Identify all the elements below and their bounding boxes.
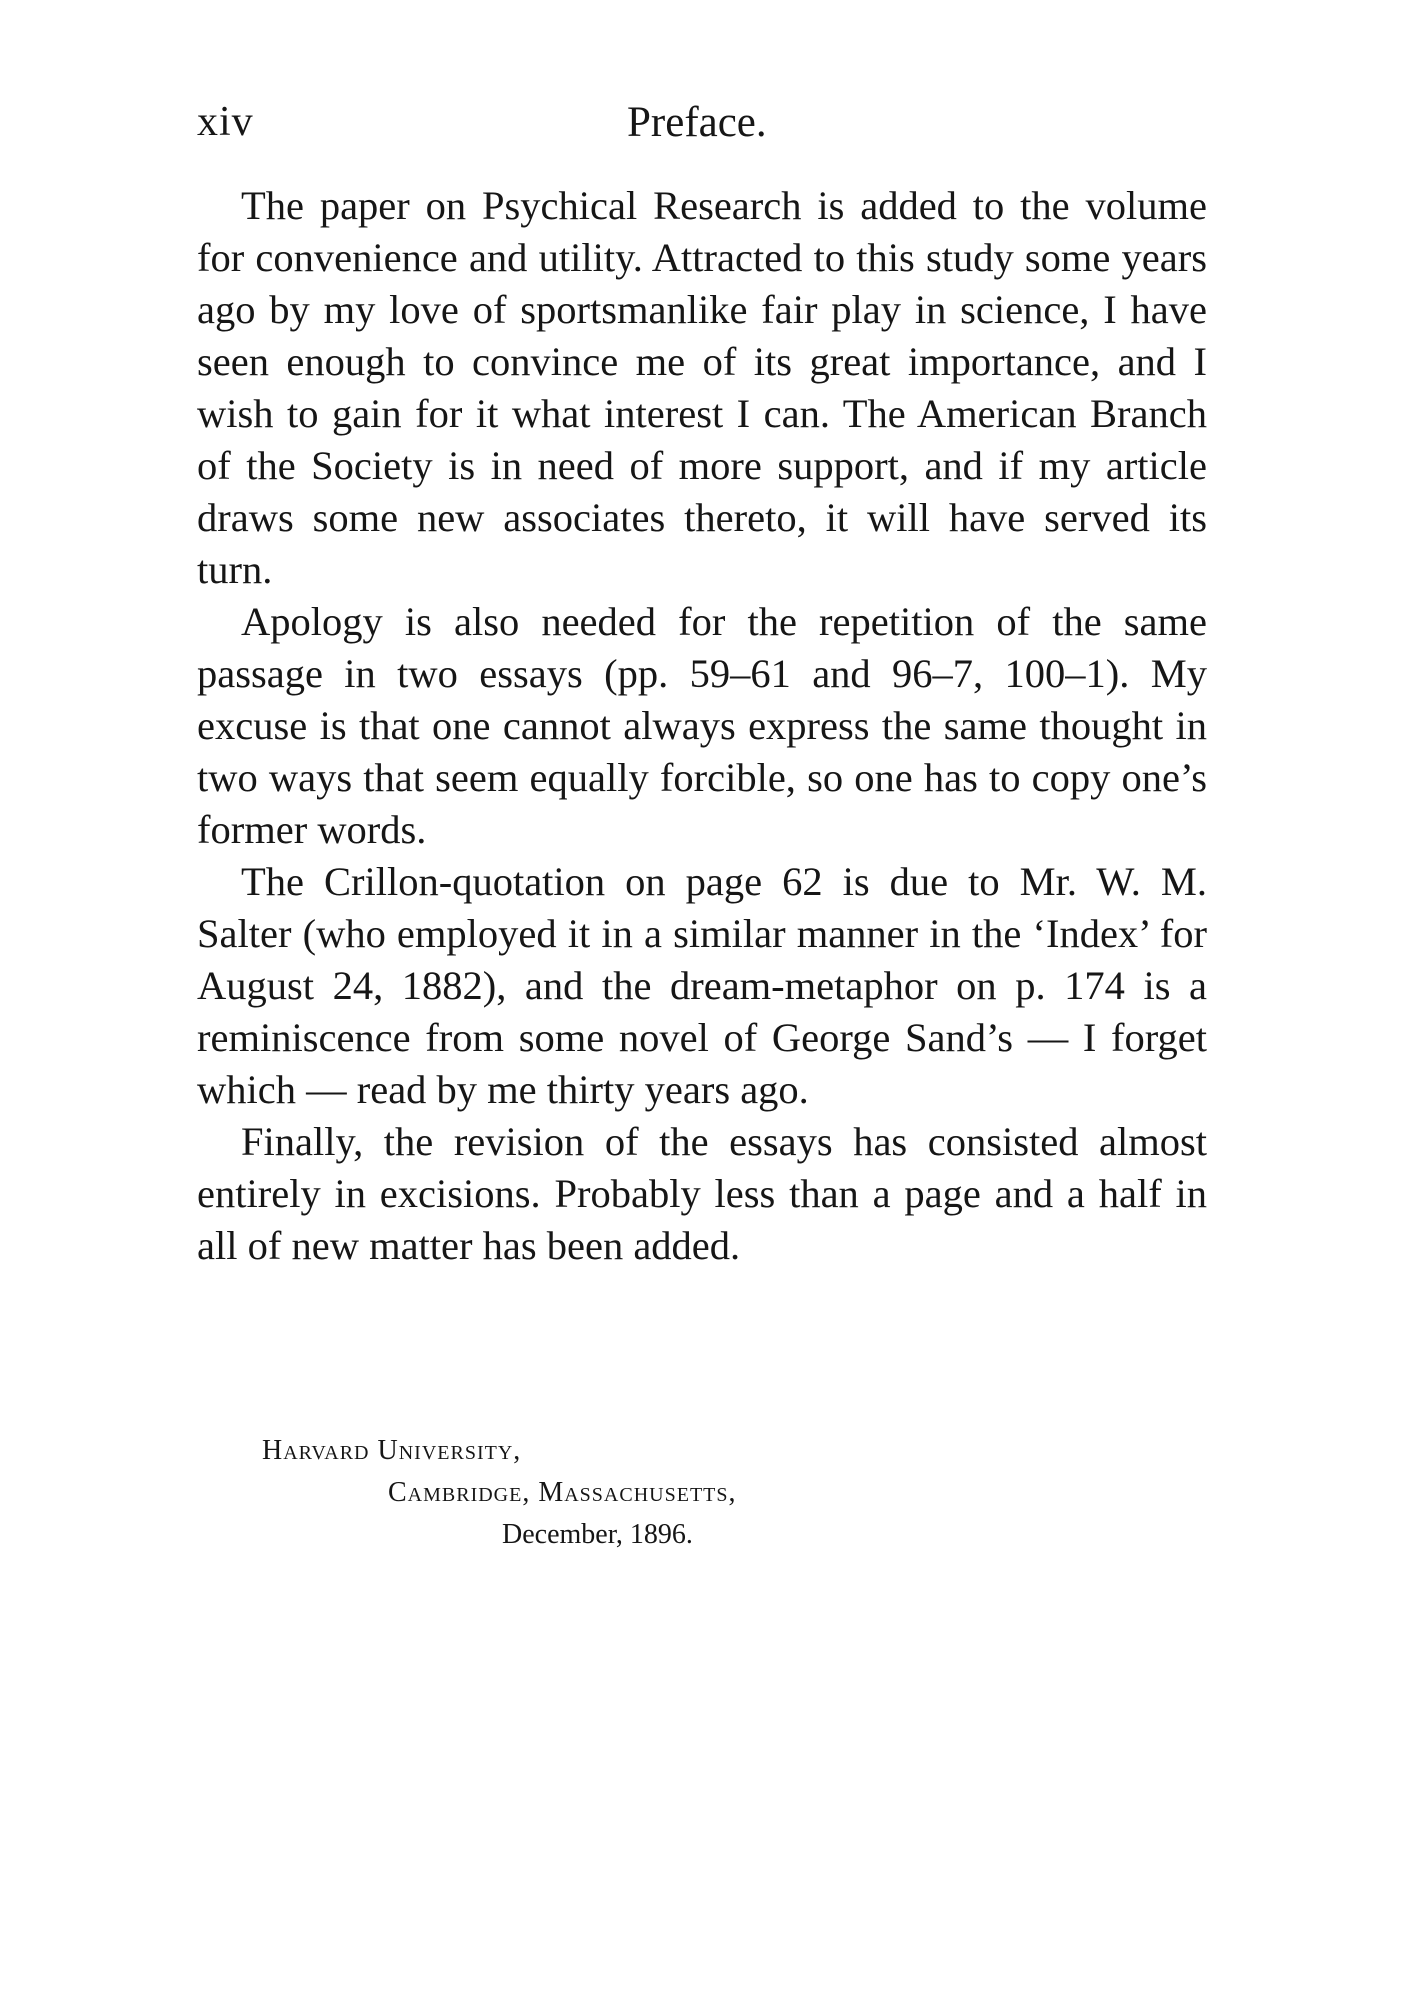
paragraph-apology: Apology is also needed for the repetition of the same passage in two essays (pp. 59–61 and 96–7, 100–1). My excuse is that one cannot always express the same thought in two ways that seem equally forcible, so one has to copy one’s former words. bbox=[197, 599, 1207, 852]
running-head bbox=[197, 98, 1207, 158]
page-number: xiv bbox=[197, 99, 254, 145]
signature-date: December, 1896. bbox=[502, 1519, 693, 1550]
signature-institution: Harvard University, bbox=[262, 1435, 522, 1466]
signature-location: Cambridge, Massachusetts, bbox=[388, 1477, 737, 1508]
running-title: Preface. bbox=[627, 99, 767, 146]
paragraph-crillon-quotation: The Crillon-quotation on page 62 is due to Mr. W. M. Salter (who employed it in a similar manner in the ‘Index’ for August 24, 1882), and the dream-metaphor on p. 174 is a reminiscence from some novel of George Sand’s — I forget which — read by me thirty years ago. bbox=[197, 859, 1207, 1112]
paragraph-psychical-research: The paper on Psychical Research is added to the volume for convenience and utility. Attracted to this study some years ago by my love of sportsmanlike fair play in science, I have seen enough to convince me of its great importance, and I wish to gain for it what interest I can. The American Branch of the Society is in need of more support, and if my article draws some new associates thereto, it will have served its turn. bbox=[197, 183, 1207, 592]
paragraph-revision: Finally, the revision of the essays has consisted almost entirely in excisions. Probably less than a page and a half in all of new matter has been added. bbox=[197, 1119, 1207, 1268]
preface-body bbox=[197, 180, 1207, 1272]
